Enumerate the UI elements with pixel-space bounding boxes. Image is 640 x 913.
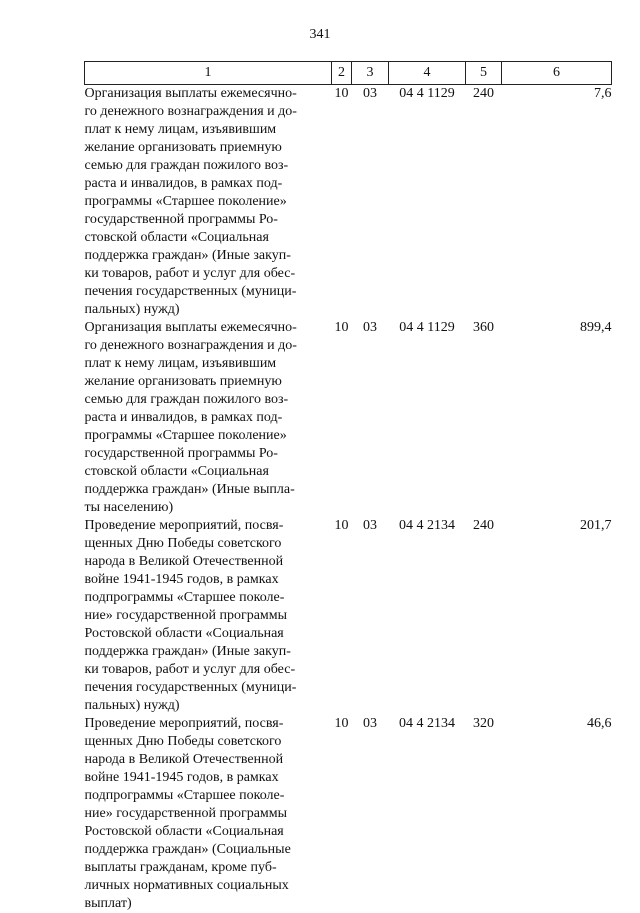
row-section: 10: [332, 85, 352, 320]
row-description: Организация выплаты ежемесячно- го денежного вознаграждения и до- плат к нему лицам, изъявившим желание организовать приемную семью для граждан пожилого воз- раста и инвалидов, в рамках под- программы «Старшее поколение» государственной программы Ро- стовской области «Социальная поддержка граждан» (Иные закуп- ки товаров, работ и услуг для обес- печения государственных (муници- пальных) нужд): [85, 85, 332, 320]
row-target-code: 04 4 2134: [389, 517, 466, 715]
row-section: 10: [332, 517, 352, 715]
row-description: Проведение мероприятий, посвя- щенных Дню Победы советского народа в Великой Отечественной войне 1941-1945 годов, в рамках подпрограммы «Старшее поколе- ние» государственной программы Ростовской области «Социальная поддержка граждан» (Социальные выплаты гражданам, кроме пуб- личных нормативных социальных выплат): [85, 715, 332, 913]
header-row: [85, 62, 612, 85]
budget-table: [84, 61, 612, 913]
table-row: [85, 517, 612, 715]
row-expense-type: 320: [466, 715, 502, 913]
header-col-3: 3: [352, 62, 389, 85]
row-expense-type: 360: [466, 319, 502, 517]
table-row: [85, 85, 612, 320]
row-amount: 899,4: [502, 319, 612, 517]
row-subsection: 03: [352, 319, 389, 517]
table-row: [85, 319, 612, 517]
table-body: [85, 85, 612, 913]
header-col-2: 2: [332, 62, 352, 85]
header-col-4: 4: [389, 62, 466, 85]
row-amount: 7,6: [502, 85, 612, 320]
header-col-6: 6: [502, 62, 612, 85]
row-target-code: 04 4 1129: [389, 319, 466, 517]
row-subsection: 03: [352, 517, 389, 715]
page-number: 341: [0, 27, 640, 43]
row-amount: 46,6: [502, 715, 612, 913]
row-expense-type: 240: [466, 85, 502, 320]
row-section: 10: [332, 319, 352, 517]
row-expense-type: 240: [466, 517, 502, 715]
table-header: [85, 62, 612, 85]
row-description: Проведение мероприятий, посвя- щенных Дню Победы советского народа в Великой Отечественной войне 1941-1945 годов, в рамках подпрограммы «Старшее поколе- ние» государственной программы Ростовской области «Социальная поддержка граждан» (Иные закуп- ки товаров, работ и услуг для обес- печения государственных (муници- пальных) нужд): [85, 517, 332, 715]
row-subsection: 03: [352, 85, 389, 320]
header-col-1: 1: [85, 62, 332, 85]
row-target-code: 04 4 1129: [389, 85, 466, 320]
row-target-code: 04 4 2134: [389, 715, 466, 913]
row-section: 10: [332, 715, 352, 913]
header-col-5: 5: [466, 62, 502, 85]
row-amount: 201,7: [502, 517, 612, 715]
table-row: [85, 715, 612, 913]
row-description: Организация выплаты ежемесячно- го денежного вознаграждения и до- плат к нему лицам, изъявившим желание организовать приемную семью для граждан пожилого воз- раста и инвалидов, в рамках под- программы «Старшее поколение» государственной программы Ро- стовской области «Социальная поддержка граждан» (Иные выпла- ты населению): [85, 319, 332, 517]
row-subsection: 03: [352, 715, 389, 913]
